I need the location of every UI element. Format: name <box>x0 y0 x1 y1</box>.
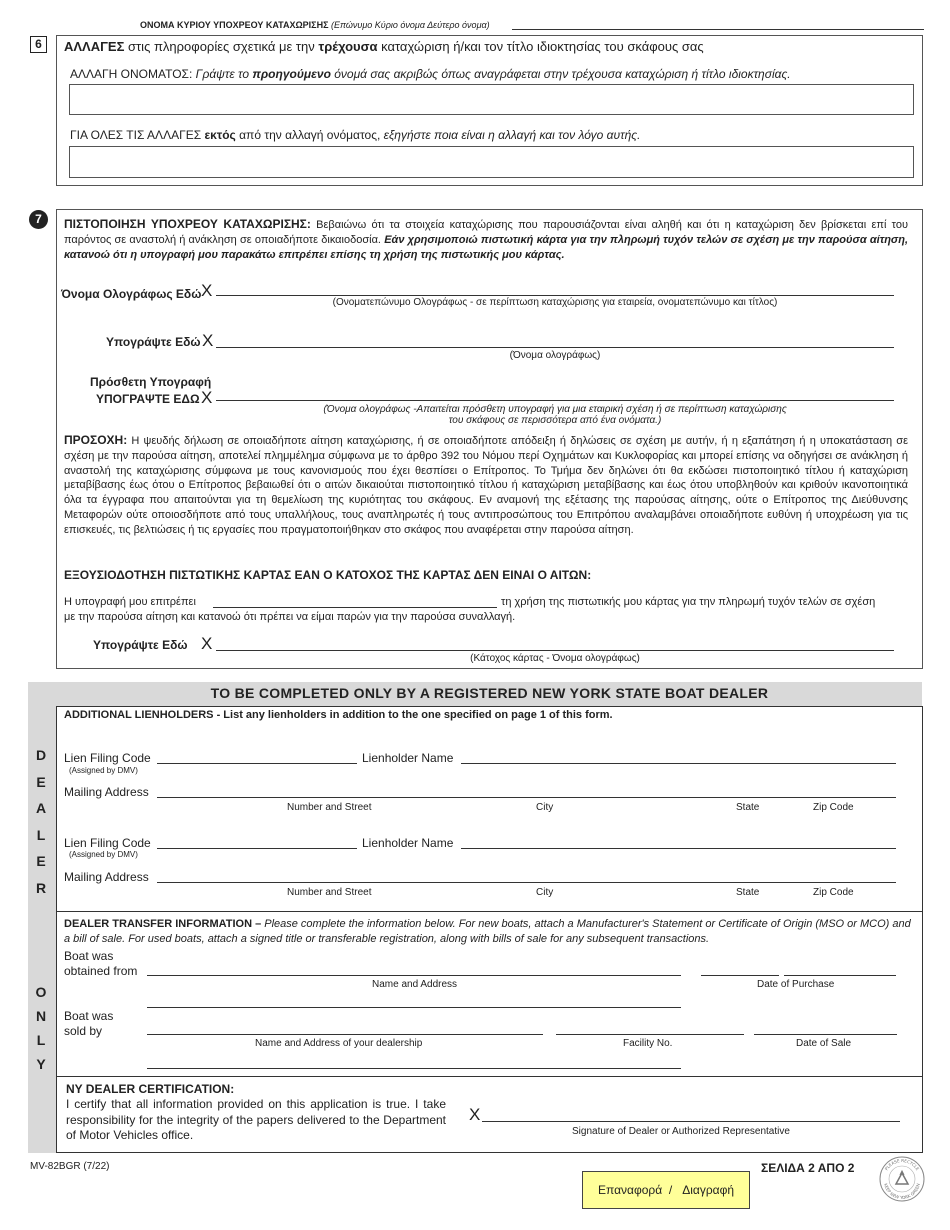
print-name-x: X <box>201 281 213 300</box>
transfer-text: DEALER TRANSFER INFORMATION – Please complete the information below. For new boats, attach a Manufacturer's Statement or Certificate of Origin (MSO or MCO) and a bill of sale. For used boats, attach a signed title or transferable registration, along with bills of sale for any subsequent transactions. <box>64 918 911 945</box>
section-6-number: 6 <box>30 36 47 53</box>
signature-line[interactable] <box>216 347 894 348</box>
lienholder-name-label-2: Lienholder Name <box>362 836 454 850</box>
state-caption-2: State <box>736 887 760 898</box>
dealer-side-top: D E A L E R <box>35 747 47 896</box>
lienholder-name-input-2[interactable] <box>461 848 896 849</box>
sold-label-2: sold by <box>64 1024 103 1038</box>
date-purchase-caption: Date of Purchase <box>757 979 835 990</box>
dealership-caption: Name and Address of your dealership <box>255 1038 423 1049</box>
lienholder-name-input-1[interactable] <box>461 763 896 764</box>
dealer-sign-x: X <box>469 1105 481 1124</box>
svg-text:PLEASE RECYCLE <box>884 1158 921 1172</box>
recycle-text-bottom: KEEP NEW YORK GREEN <box>883 1182 921 1201</box>
state-caption-1: State <box>736 802 760 813</box>
recycle-seal <box>878 1155 926 1203</box>
dealership-input[interactable] <box>147 1034 543 1035</box>
certification-text: ΠΙΣΤΟΠΟΙΗΣΗ ΥΠΟΧΡΕΟΥ ΚΑΤΑΧΩΡΙΣΗΣ: Βεβαιώνω ότι τα στοιχεία καταχώρισης που παρουσιάζονται είναι αληθή και ότι η καταχώριση δεν βρίσκεται επί του παρόντος σε αναστολή ή ανάκληση σε οποιαδήποτε δικαιοδοσία. Εάν χρησιμοποιώ πιστωτική κάρτα για την πληρωμή τυχόν τελών σε σχέση με την παρούσα αίτηση, κατανοώ ότι η υπογραφή μου παρακάτω επιτρέπει επίσης τη χρήση της πιστωτικής μου κάρτας. <box>64 217 909 261</box>
separator: / <box>668 1183 673 1197</box>
date-sale-input[interactable] <box>754 1034 897 1035</box>
name-change-instruction: ΑΛΛΑΓΗ ΟΝΟΜΑΤΟΣ: Γράψτε το προηγούμενο όνομά σας ακριβώς όπως αναγράφεται στην τρέχουσα καταχώριση ή τίτλο ιδιοκτησίας. <box>70 67 791 81</box>
other-changes-instruction: ΓΙΑ ΟΛΕΣ ΤΙΣ ΑΛΛΑΓΕΣ εκτός από την αλλαγή ονόματος, εξηγήστε ποια είναι η αλλαγή και τον λόγο αυτής. <box>70 128 641 142</box>
cc-title: ΕΞΟΥΣΙΟΔΟΤΗΣΗ ΠΙΣΤΩΤΙΚΗΣ ΚΑΡΤΑΣ ΕΑΝ Ο ΚΑΤΟΧΟΣ ΤΗΣ ΚΑΡΤΑΣ ΔΕΝ ΕΙΝΑΙ Ο ΑΙΤΩΝ: <box>64 568 592 582</box>
cc-authorized-name-line[interactable] <box>213 607 497 608</box>
signature-caption: (Όνομα ολογράφως) <box>509 350 601 361</box>
owner-name-line[interactable] <box>512 29 924 30</box>
extra-sign-caption-2: του σκάφους σε περισσότερα από ένα ονόματα.) <box>448 415 662 426</box>
dealer-cert-title: NY DEALER CERTIFICATION: <box>66 1082 235 1096</box>
cc-sign-x: X <box>201 634 213 653</box>
obtained-label-2: obtained from <box>64 964 138 978</box>
extra-sign-label-1: Πρόσθετη Υπογραφή <box>90 375 212 389</box>
facility-input[interactable] <box>556 1034 744 1035</box>
warning-text: ΠΡΟΣΟΧΗ: Η ψευδής δήλωση σε οποιαδήποτε αίτηση καταχώρισης, ή σε οποιαδήποτε απόδειξη ή δηλώσεις σε σχέση με αυτήν, ή η εξαπάτηση ή η υποκατάσταση σε σχέση με την παρούσα αίτηση, αποτελεί πλημμέλημα σύμφωνα με το άρθρο 392 του Νόμου περί Οχημάτων και Κυκλοφορίας και μπορεί επίσης να οδηγήσει σε ανάκληση ή αναστολή της καταχώρισης σύμφωνα με τους κανονισμούς που έχει θεσπίσει ο Επίτροπος. Το Τμήμα δεν δηλώνει ότι θα εκδώσει πιστοποιητικό τίτλου ή καταχώριση μεταβίβασης έως ότου ο Επίτροπος βεβαιωθεί ότι ο αιτών δικαιούται πιστοποιητικό τίτλου ή καταχώριση μεταβίβασης και έως ότου υποβληθούν και κριθούν ικανοποιητικά όλα τα έγγραφα που απαιτούνται για τη θεμελίωση της κυριότητας του σκάφους. Εν αναμονή της εξέτασης της παρούσας αίτησης, ούτε ο Επίτροπος της Διεύθυνσης Μεταφορών ούτε οποιοσδήποτε από τους υπαλλήλους, τους αναπληρωτές ή τους αντιπροσώπους του Επιτρόπου αναλαμβάνει οποιαδήποτε ευθύνη ή υποχρέωση για τις επισκευές, τις βελτιώσεις ή τις εργασίες που πραγματοποιήθηκαν στο σκάφος που αναφέρεται στην παρούσα αίτηση. <box>64 433 908 536</box>
cc-text-3: με την παρούσα αίτηση και κατανοώ ότι πρέπει να είμαι παρών για την παρούσα συναλλαγή. <box>64 611 516 623</box>
owner-name-header <box>140 20 490 30</box>
owner-name-label: ΟΝΟΜΑ ΚΥΡΙΟΥ ΥΠΟΧΡΕΟΥ ΚΑΤΑΧΩΡΙΣΗΣ <box>140 20 329 30</box>
print-name-line[interactable] <box>216 295 894 296</box>
number-street-caption-2: Number and Street <box>287 887 372 898</box>
section-6-title: ΑΛΛΑΓΕΣ στις πληροφορίες σχετικά με την τρέχουσα καταχώριση ή/και τον τίτλο ιδιοκτησίας του σκάφους σας <box>64 39 704 54</box>
recycle-icon <box>878 1155 926 1203</box>
lienholder-name-label-1: Lienholder Name <box>362 751 454 765</box>
sign-label: Υπογράψτε Εδώ <box>106 335 201 349</box>
obtained-from-input-2[interactable] <box>147 1007 681 1008</box>
reset-clear-button[interactable] <box>582 1171 750 1209</box>
number-street-caption-1: Number and Street <box>287 802 372 813</box>
clear-label[interactable]: Διαγραφή <box>682 1183 735 1197</box>
change-explanation-input[interactable] <box>69 146 914 178</box>
obtained-label-1: Boat was <box>64 949 114 963</box>
recycle-text-top: PLEASE RECYCLE <box>883 1157 921 1172</box>
date-purchase-input-a[interactable] <box>701 975 779 976</box>
cc-signature-line[interactable] <box>216 650 894 651</box>
zip-caption-2: Zip Code <box>813 887 854 898</box>
print-name-label: Όνομα Ολογράφως Εδώ <box>61 287 202 301</box>
cc-text-2: τη χρήση της πιστωτικής μου κάρτας για την πληρωμή τυχόν τελών σε σχέση <box>501 596 876 608</box>
lienholders-title: ADDITIONAL LIENHOLDERS - List any lienholders in addition to the one specified on page 1 of this form. <box>64 709 613 721</box>
form-id: MV-82BGR (7/22) <box>30 1161 110 1172</box>
mailing-address-input-2[interactable] <box>157 882 896 883</box>
cc-text-1: Η υπογραφή μου επιτρέπει <box>64 596 196 608</box>
extra-sign-caption-1: (Όνομα ολογράφως -Απαιτείται πρόσθετη υπογραφή για μια εταιρική σχέση ή σε περίπτωση καταχώρισης <box>323 404 787 415</box>
mailing-address-input-1[interactable] <box>157 797 896 798</box>
dealer-signature-line[interactable] <box>482 1121 900 1122</box>
section-7-number: 7 <box>29 210 48 229</box>
extra-sign-x: X <box>201 388 213 407</box>
obtained-from-input[interactable] <box>147 975 681 976</box>
svg-text:KEEP NEW YORK GREEN <box>883 1183 921 1200</box>
sign-x: X <box>202 331 214 350</box>
lien-filing-code-input-1[interactable] <box>157 763 357 764</box>
dealer-side-bottom: O N L Y <box>35 984 47 1072</box>
city-caption-1: City <box>536 802 554 813</box>
dealer-cert-text: I certify that all information provided on this application is true. I take responsibility for the integrity of the papers delivered to the Department of Motor Vehicles office. <box>66 1097 446 1142</box>
name-address-caption: Name and Address <box>372 979 458 990</box>
print-name-caption: (Ονοματεπώνυμο Ολογράφως - σε περίπτωση καταχώρισης για εταιρεία, ονοματεπώνυμο και τίτλος) <box>332 297 778 308</box>
extra-signature-line[interactable] <box>216 400 894 401</box>
assigned-by-1: (Assigned by DMV) <box>69 766 138 775</box>
dealer-sig-caption: Signature of Dealer or Authorized Representative <box>572 1126 790 1137</box>
owner-name-hint: (Επώνυμο Κύριο όνομα Δεύτερο όνομα) <box>330 20 490 30</box>
previous-name-input[interactable] <box>69 84 914 115</box>
dealer-banner: TO BE COMPLETED ONLY BY A REGISTERED NEW YORK STATE BOAT DEALER <box>210 685 769 701</box>
date-sale-caption: Date of Sale <box>796 1038 852 1049</box>
mailing-address-label-1: Mailing Address <box>64 785 149 799</box>
sold-label-1: Boat was <box>64 1009 114 1023</box>
lien-filing-code-label-1: Lien Filing Code <box>64 751 151 765</box>
extra-sign-label-2: ΥΠΟΓΡΑΨΤΕ ΕΔΩ <box>96 392 200 406</box>
lien-filing-code-label-2: Lien Filing Code <box>64 836 151 850</box>
date-purchase-input-b[interactable] <box>784 975 896 976</box>
assigned-by-2: (Assigned by DMV) <box>69 850 138 859</box>
page-number: ΣΕΛΙΔΑ 2 ΑΠΟ 2 <box>761 1161 855 1175</box>
zip-caption-1: Zip Code <box>813 802 854 813</box>
city-caption-2: City <box>536 887 554 898</box>
mailing-address-label-2: Mailing Address <box>64 870 149 884</box>
cc-sign-caption: (Κάτοχος κάρτας - Όνομα ολογράφως) <box>470 653 640 664</box>
dealership-input-2[interactable] <box>147 1068 681 1069</box>
lien-filing-code-input-2[interactable] <box>157 848 357 849</box>
reset-label[interactable]: Επαναφορά <box>597 1183 663 1197</box>
cc-sign-label: Υπογράψτε Εδώ <box>93 638 188 652</box>
facility-caption: Facility No. <box>623 1038 673 1049</box>
